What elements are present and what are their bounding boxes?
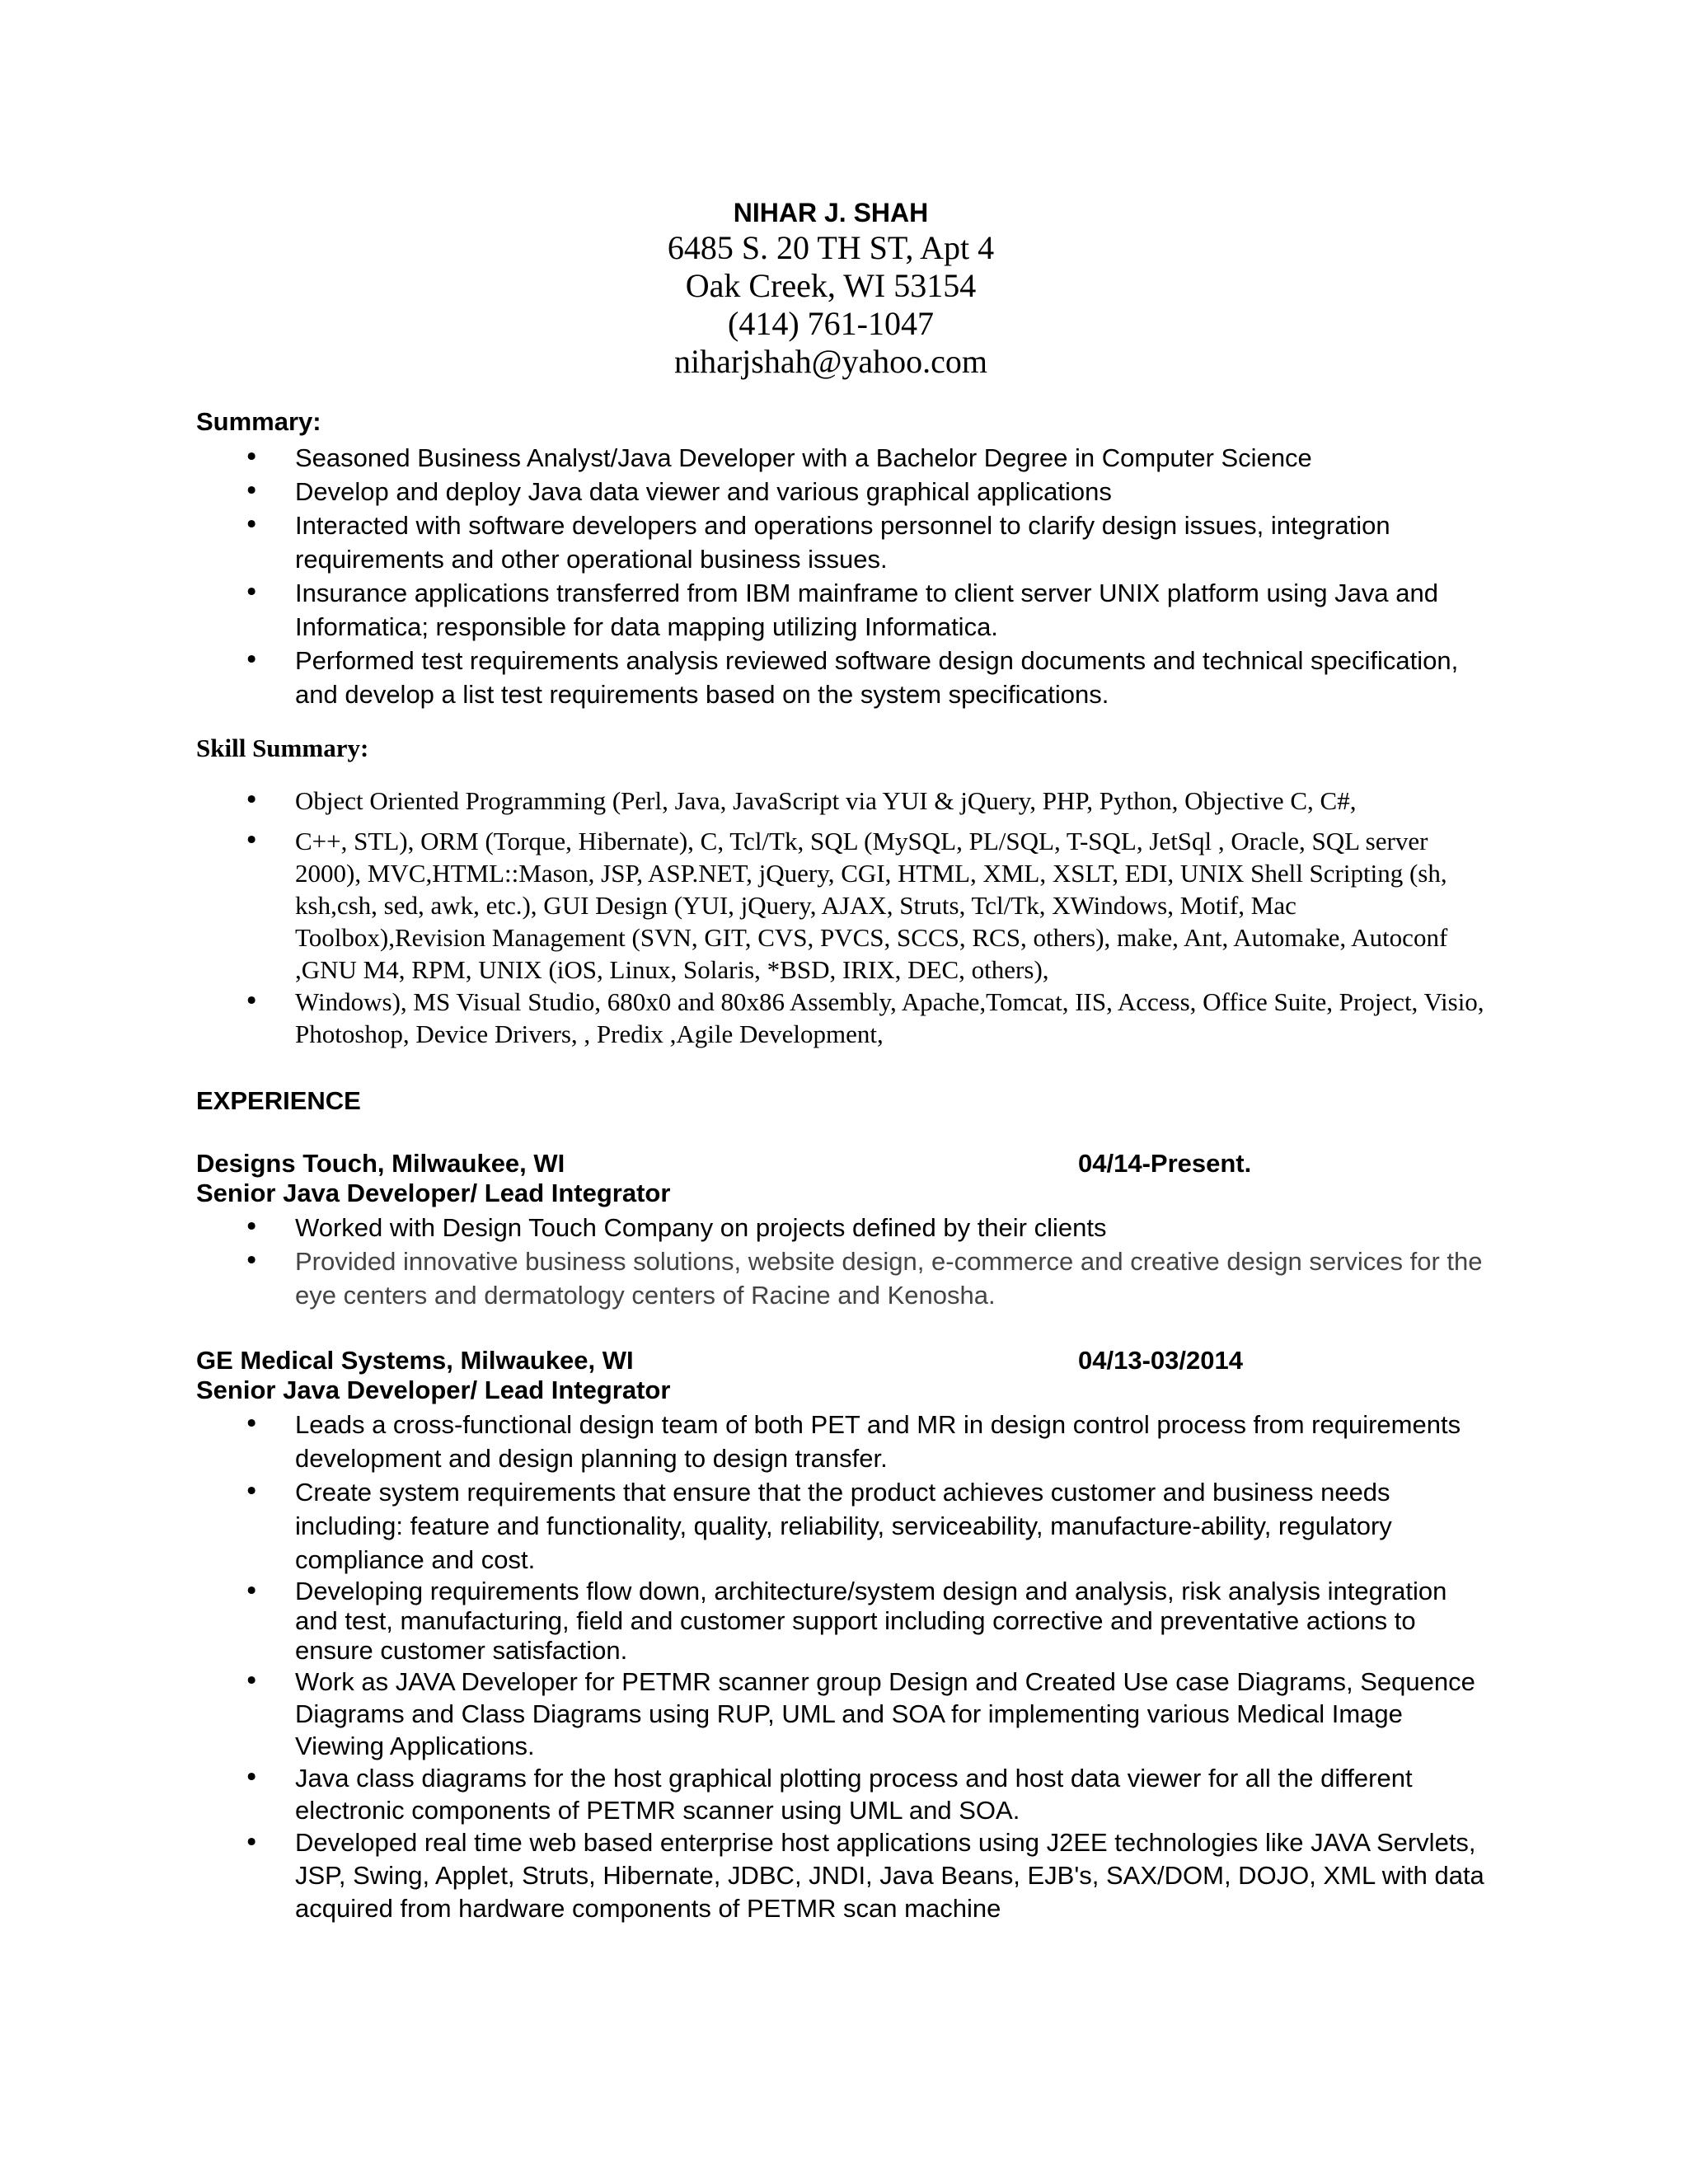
bullet-icon: •	[244, 510, 260, 540]
job-duty: • Work as JAVA Developer for PETMR scanner group Design and Created Use case Diagrams, Sequence Diagrams and Class Diagrams using RUP, UML and SOA for implementing various Medical Image Viewing Applications.	[244, 1666, 1475, 1760]
bullet-icon: •	[244, 826, 260, 855]
summary-item: • Develop and deploy Java data viewer and various graphical applications	[196, 475, 1490, 509]
bullet-icon: •	[244, 785, 260, 815]
bullet-icon: •	[244, 578, 260, 607]
job-duty: • Provided innovative business solutions, website design, e-commerce and creative design services for the eye centers and dermatology centers of Racine and Kenosha.	[244, 1246, 1483, 1310]
skills-item: • Object Oriented Programming (Perl, Java, JavaScript via YUI & jQuery, PHP, Python, Objective C, C#,	[244, 785, 1357, 815]
bullet-icon: •	[244, 1763, 260, 1793]
bullet-icon: •	[244, 1666, 260, 1696]
job-duties-list	[196, 1408, 1490, 1925]
summary-item: • Seasoned Business Analyst/Java Developer with a Bachelor Degree in Computer Science	[196, 441, 1490, 475]
job-title: Senior Java Developer/ Lead Integrator	[196, 1179, 671, 1207]
address-line-1: 6485 S. 20 TH ST, Apt 4	[667, 229, 995, 266]
bullet-icon: •	[244, 1409, 260, 1439]
job-duty: • Leads a cross-functional design team of both PET and MR in design control process from requirements development and design planning to design transfer.	[244, 1409, 1461, 1473]
candidate-name: NIHAR J. SHAH	[733, 198, 929, 227]
email-address: niharjshah@yahoo.com	[673, 343, 988, 380]
company-name: GE Medical Systems, Milwaukee, WI	[196, 1346, 634, 1375]
job-duty: • Worked with Design Touch Company on projects defined by their clients	[196, 1211, 1490, 1244]
job-duties-list	[196, 1211, 1490, 1312]
address-line-2: Oak Creek, WI 53154	[685, 267, 977, 304]
job-header	[196, 1148, 1350, 1179]
job-duty: • Create system requirements that ensure that the product achieves customer and business needs including: feature and functionality, quality, reliability, serviceability, manufacture-ability, regulatory compliance and cost.	[244, 1477, 1392, 1574]
bullet-icon: •	[244, 476, 260, 506]
summary-heading: Summary:	[196, 407, 321, 436]
job-title: Senior Java Developer/ Lead Integrator	[196, 1376, 671, 1404]
bullet-icon: •	[244, 1212, 260, 1242]
bullet-icon: •	[244, 443, 260, 472]
summary-item: • Performed test requirements analysis reviewed software design documents and technical specification, and develop a list test requirements based on the system specifications.	[244, 645, 1459, 709]
summary-item: • Interacted with software developers and operations personnel to clarify design issues, integration requirements and other operational business issues.	[244, 510, 1390, 574]
job-duty: • Developed real time web based enterprise host applications using J2EE technologies like JAVA Servlets, JSP, Swing, Applet, Struts, Hibernate, JDBC, JNDI, Java Beans, EJB's, SAX/DOM, DOJO, XML with data acquired from hardware components of PETMR scan machine	[244, 1828, 1484, 1923]
job-duty: • Java class diagrams for the host graphical plotting process and host data viewer for all the different electronic components of PETMR scanner using UML and SOA.	[244, 1763, 1413, 1825]
skills-item: • C++, STL), ORM (Torque, Hibernate), C, Tcl/Tk, SQL (MySQL, PL/SQL, T-SQL, JetSql , Oracle, SQL server 2000), MVC,HTML::Mason, JSP, ASP.NET, jQuery, CGI, HTML, XML, XSLT, EDI, UNIX Shell Scripting (sh, ksh,csh, sed, awk, etc.), GUI Design (YUI, jQuery, AJAX, Struts, Tcl/Tk, XWindows, Motif, Mac Toolbox),Revision Management (SVN, GIT, CVS, PVCS, SCCS, RCS, others), make, Ant, Automake, Autoconf ,GNU M4, RPM, UNIX (iOS, Linux, Solaris, *BSD, IRIX, DEC, others),	[244, 826, 1448, 984]
skills-list	[196, 785, 1490, 1050]
bullet-icon: •	[244, 1477, 260, 1507]
job-duty: • Developing requirements flow down, architecture/system design and analysis, risk analysis integration and test, manufacturing, field and customer support including corrective and preventative actions to ensure customer satisfaction.	[244, 1577, 1447, 1665]
contact-header	[0, 196, 1662, 381]
bullet-icon: •	[244, 1828, 260, 1858]
summary-item: • Insurance applications transferred from IBM mainframe to client server UNIX platform using Java and Informatica; responsible for data mapping utilizing Informatica.	[244, 578, 1438, 641]
experience-heading: EXPERIENCE	[196, 1086, 361, 1115]
job-dates: 04/14-Present.	[1078, 1149, 1252, 1178]
job-dates: 04/13-03/2014	[1078, 1346, 1243, 1375]
bullet-icon: •	[244, 1577, 260, 1606]
company-name: Designs Touch, Milwaukee, WI	[196, 1149, 565, 1178]
bullet-icon: •	[244, 1246, 260, 1276]
bullet-icon: •	[244, 645, 260, 675]
skill-summary-heading: Skill Summary:	[196, 733, 369, 762]
skills-item: • Windows), MS Visual Studio, 680x0 and 80x86 Assembly, Apache,Tomcat, IIS, Access, Office Suite, Project, Visio, Photoshop, Device Drivers, , Predix ,Agile Development,	[244, 987, 1484, 1048]
bullet-icon: •	[244, 987, 260, 1016]
job-header	[196, 1345, 1350, 1376]
phone-number: (414) 761-1047	[728, 305, 934, 342]
summary-list	[196, 441, 1490, 711]
